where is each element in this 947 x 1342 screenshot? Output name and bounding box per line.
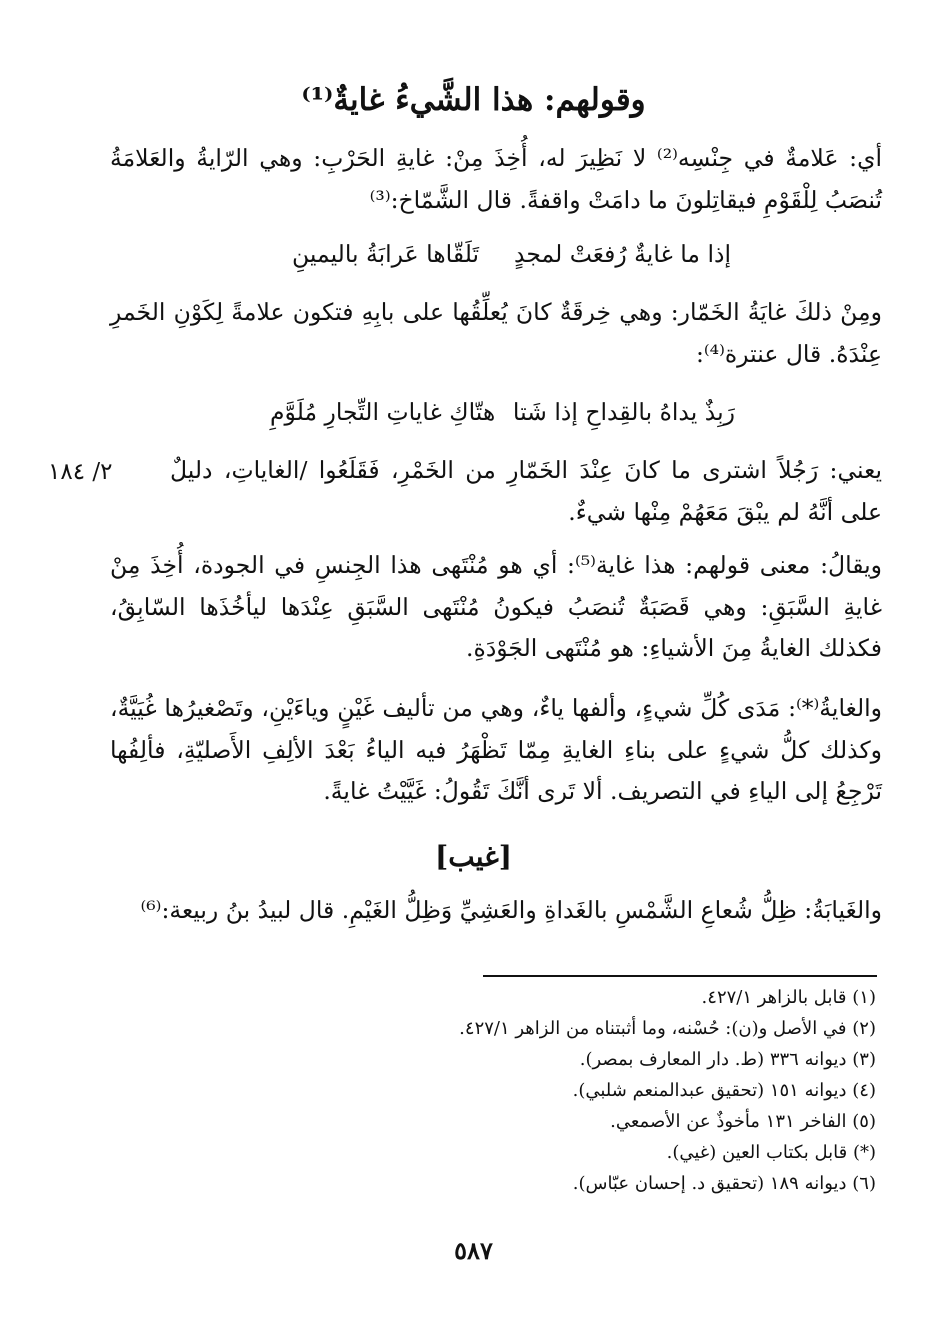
margin-page-reference: ٢/ ١٨٤ [48, 459, 113, 485]
footnote: (٣) ديوانه ٣٣٦ (ط. دار المعارف بمصر). [579, 1049, 876, 1070]
footnote: (٤) ديوانه ١٥١ (تحقيق عبدالمنعم شلبي). [572, 1080, 876, 1101]
verse-2-first-hemistich: رَبِذٌ يداهُ بالقِداحِ إذا شَتا [512, 398, 735, 426]
verse-2-second-hemistich: هتّاكِ غاياتِ التِّجارِ مُلَوَّمِ [270, 398, 496, 426]
footnote: (٢) في الأصل و(ن): حُسْنه، وما أثبتناه من الزاهر ٤٢٧/١. [459, 1018, 876, 1039]
paragraph-5: والغايةُ⁽*⁾: مَدَى كُلِّ شيءٍ، وألفها ياءٌ، وهي من تأليف غَيْنٍ وياءَيْنِ، وتَصْغيرُها غُيَيَّةٌ، وكذلك كلُّ شيءٍ على بناءِ الغايةِ مِمّا تَظْهَرُ فيه الياءُ بَعْدَ الألِفِ الأَصليّةِ، فألِفُها تَرْجِعُ إلى الياءِ في التصريف. ألا تَرى أنَّكَ تَقُولُ: غَيَّيْتُ غايةً. [110, 694, 882, 805]
section-heading: [غيب] [434, 840, 513, 873]
verse-1-second-hemistich: تَلَقّاها عَرابَةُ باليمينِ [292, 240, 480, 268]
footnote: (٦) ديوانه ١٨٩ (تحقيق د. إحسان عبّاس). [572, 1173, 876, 1194]
paragraph-6: والغَيابَةُ: ظِلُّ شُعاعِ الشَّمْسِ بالغَداةِ والعَشِيِّ وَظِلُّ الغَيْمِ. قال لبيدُ بنُ ربيعة:⁽⁶⁾ [140, 896, 882, 924]
footnote: (*) قابل بكتاب العين (غيي). [666, 1142, 876, 1163]
footnotes-list [110, 982, 876, 1199]
page-number: ٥٨٧ [454, 1236, 493, 1265]
paragraph-4: ويقالُ: معنى قولهم: هذا غاية⁽⁵⁾: أي هو مُنْتَهى هذا الجِنسِ في الجودة، أُخِذَ مِنْ غايةِ السَّبَقِ: وهي قَصَبَةٌ تُنصَبُ فيكونُ مُنْتَهى السَّبَقِ عِنْدَها ليأخُذَها السّابِقُ، فكذلك الغايةُ مِنَ الأشياءِ: هو مُنْتَهى الجَوْدَةِ. [110, 551, 882, 662]
footnote: (١) قابل بالزاهر ٤٢٧/١. [701, 987, 876, 1008]
paragraph-3: يعني: رَجُلاً اشترى ما كانَ عِنْدَ الخَمّارِ من الخَمْرِ، فَقَلَعُوا /الغاياتِ، دليلٌ على أنَّهُ لم يبْقَ مَعَهُمْ مِنْها شيءٌ. [170, 456, 882, 526]
entry-title: وقولهم: هذا الشَّيءُ غايةٌ⁽¹⁾ [301, 82, 646, 118]
paragraph-1: أي: عَلامةٌ في جِنْسِه⁽²⁾ لا نَظِيرَ له، أُخِذَ مِنْ: غايةِ الحَرْبِ: وهي الرّايةُ والعَلامَةُ تُنصَبُ لِلْقَوْمِ فيقاتِلونَ ما دامَتْ واقفةً. قال الشَّمّاخ:⁽³⁾ [110, 144, 882, 214]
paragraph-2: ومِنْ ذلكَ غايَةُ الخَمّار: وهي خِرقَةٌ كانَ يُعلِّقُها على بابِهِ فتكون علامةً لِكَوْنِ الخَمرِ عِنْدَهُ. قال عنترة⁽⁴⁾: [110, 298, 882, 368]
footnote-separator [483, 975, 877, 977]
footnote: (٥) الفاخر ١٣١ مأخوذٌ عن الأصمعي. [610, 1111, 876, 1132]
verse-1-first-hemistich: إذا ما غايةٌ رُفعَتْ لمجدٍ [514, 240, 731, 268]
